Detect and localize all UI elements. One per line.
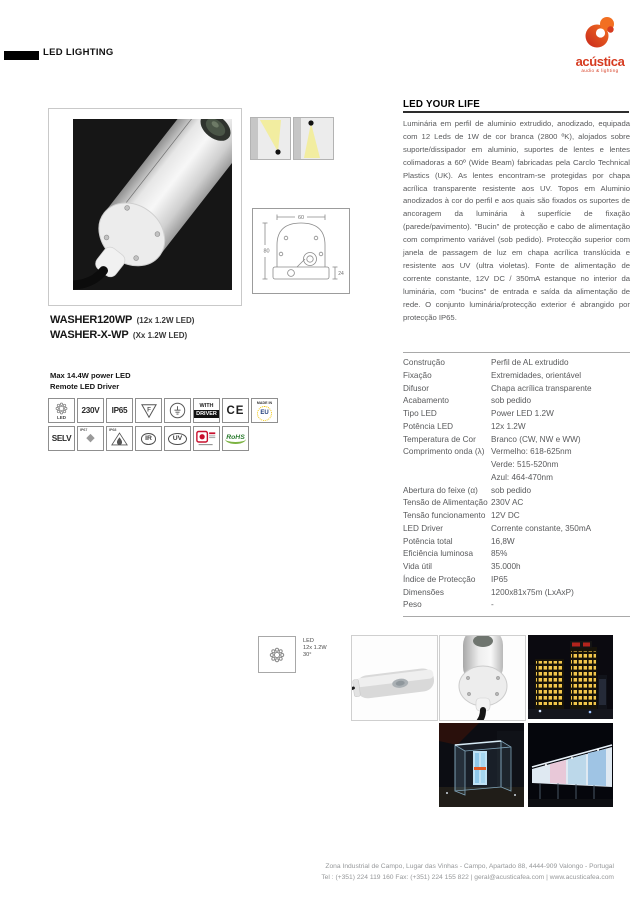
badge-protection-class xyxy=(164,398,191,423)
spec-label: Eficiência luminosa xyxy=(403,549,474,559)
product-name-line xyxy=(50,327,194,342)
ce-mark: CE xyxy=(226,404,245,417)
spec-label: Temperatura de Cor xyxy=(403,434,476,444)
spec-value: Extremidades, orientável xyxy=(491,370,582,380)
spec-value: IP65 xyxy=(491,574,508,584)
brand-name: acústica xyxy=(575,54,625,69)
badge-230v xyxy=(77,398,104,423)
product-led-config: (12x 1.2W LED) xyxy=(136,316,195,325)
footer xyxy=(321,861,614,883)
spec-label: Comprimento onda (λ) xyxy=(403,447,485,457)
spec-label: Acabamento xyxy=(403,396,449,406)
spec-row xyxy=(403,370,630,383)
led-beam-note xyxy=(303,638,327,660)
technical-drawing xyxy=(252,208,350,294)
brand-logo xyxy=(568,14,632,73)
spec-label: Peso xyxy=(403,600,422,610)
badge-with-driver xyxy=(193,398,220,423)
photo-glass-kiosk-night xyxy=(439,723,524,807)
spec-row xyxy=(403,421,630,434)
badge-label: LED xyxy=(57,414,66,420)
spec-value: Vermelho: 618-625nm xyxy=(491,447,572,457)
drawing-height-dim: 80 xyxy=(263,248,270,255)
badge-impact xyxy=(77,426,104,451)
spec-label xyxy=(403,459,491,472)
footer-contacts: Tel : (+351) 224 119 160 Fax: (+351) 224 155 822 | geral@acusticafea.com | www.acusticafea.com xyxy=(321,874,614,881)
product-model: WASHER120WP xyxy=(50,314,133,326)
spec-value: Azul: 464-470nm xyxy=(491,472,553,482)
spec-table-top-rule xyxy=(403,352,630,353)
badge-ip65 xyxy=(106,398,133,423)
rohs-mark: RoHS xyxy=(225,434,246,444)
power-note: Remote LED Driver xyxy=(50,381,120,391)
led-flower-icon xyxy=(55,402,68,415)
f-mark-icon xyxy=(140,403,158,419)
spec-label: Difusor xyxy=(403,383,429,393)
spec-label: Abertura do feixe (α) xyxy=(403,485,478,495)
spec-value: Chapa acrílica transparente xyxy=(491,383,592,393)
spec-row xyxy=(403,523,630,536)
spec-rows xyxy=(403,357,630,612)
resistance-label: IR xyxy=(141,433,157,445)
badge-made-in-eu xyxy=(251,398,278,423)
ip-rating-label: IP68 xyxy=(109,428,117,432)
product-names xyxy=(50,312,194,342)
spec-row xyxy=(403,434,630,447)
water-protection-icon xyxy=(111,432,128,446)
spec-value: 85% xyxy=(491,549,508,559)
ip-rating-label: IP67 xyxy=(80,428,88,432)
spec-value: 230V AC xyxy=(491,498,524,508)
spec-row xyxy=(403,497,630,510)
spec-value: Branco (CW, NW e WW) xyxy=(491,434,581,444)
section-marker-bar xyxy=(4,51,39,60)
led-beam-note-box xyxy=(258,636,296,673)
spec-label: Dimensões xyxy=(403,587,444,597)
spec-value: sob pedido xyxy=(491,485,532,495)
spec-row xyxy=(403,548,630,561)
beam-diagram-uplight xyxy=(250,117,291,160)
spec-value: Power LED 1.2W xyxy=(491,409,554,418)
spec-label: Potência LED xyxy=(403,421,454,431)
badge-selv xyxy=(48,426,75,451)
protection-class-icon xyxy=(169,402,186,419)
product-photo xyxy=(48,108,242,306)
beam-diagram-downlight xyxy=(293,117,334,160)
badge-with-text: WITH xyxy=(199,403,214,409)
spec-row xyxy=(403,587,630,600)
spec-row xyxy=(403,574,630,587)
spec-label: Tensão funcionamento xyxy=(403,511,486,520)
product-model: WASHER-X-WP xyxy=(50,329,129,341)
title-rule xyxy=(403,111,629,113)
section-title: LED LIGHTING xyxy=(43,47,114,58)
spec-label: Tipo LED xyxy=(403,409,437,418)
brand-tagline: audio & lighting xyxy=(581,68,619,73)
badge-ir xyxy=(135,426,162,451)
spec-row xyxy=(403,357,630,370)
badge-led xyxy=(48,398,75,423)
drawing-base-dim: 24 xyxy=(338,271,344,277)
spec-value: Perfil de AL extrudido xyxy=(491,358,569,367)
made-in-label: MADE IN xyxy=(256,400,273,405)
impact-diamond-icon: ◆ xyxy=(86,432,95,444)
badge-ce xyxy=(222,398,249,423)
spec-value: sob pedido xyxy=(491,396,532,406)
spec-label: Construção xyxy=(403,358,445,367)
spec-label: Tensão de Alimentação xyxy=(403,498,488,508)
photo-product-side xyxy=(351,635,438,721)
badge-label: 230V xyxy=(81,406,100,415)
spec-label: Índice de Protecção xyxy=(403,574,476,584)
photo-product-end xyxy=(439,635,526,721)
page-title: LED YOUR LIFE xyxy=(403,99,480,110)
badge-label: SELV xyxy=(51,434,72,443)
eu-stars-icon: EU xyxy=(257,406,272,421)
resistance-label: UV xyxy=(168,433,186,445)
badge-driver-text: DRIVER xyxy=(196,411,217,417)
spec-label: LED Driver xyxy=(403,523,444,533)
footer-address: Zona Industrial de Campo, Lugar das Vinhas - Campo, Apartado 88, 4444-909 Valongo - Portugal xyxy=(325,863,614,870)
spec-row xyxy=(403,408,630,421)
spec-row xyxy=(403,510,630,523)
spec-value: - xyxy=(491,600,494,610)
product-name-line xyxy=(50,312,194,327)
badge-quality-cert xyxy=(193,426,220,451)
spec-value: 12x 1.2W xyxy=(491,421,526,431)
certification-badges xyxy=(48,398,308,454)
spec-row xyxy=(403,599,630,612)
badge-label: IP65 xyxy=(111,406,128,415)
badge-row-2 xyxy=(48,426,308,451)
spec-label: Vida útil xyxy=(403,562,432,571)
product-led-config: (Xx 1.2W LED) xyxy=(132,331,188,340)
product-description: Luminária em perfil de aluminio extrudido, anodizado, equipada com 12 Leds de 1W de cor branca (2800 ºK), alojados sobre suporte/dissipador em aluminio, suportes de lentes e lentes colimadoras a 60º (Wide Beam) fabricadas pela Carclo Technical Plastics (UK). As lentes encontram-se protegidas por chapa acrílica transparente resistente aos UV. Topos em Aluminio anodizados à cor do perfil e aos quais são fixados os suportes de ancoragem da luminária à superfície de fixação (parede/pavimento). "Bucin" de protecção e cabo de alimentação com comprimento variável (sob pedido). Protecção superior com janela de passagem de luz em chapa acrílica translúcida e resistente aos UV (ultra violetas). Fonte de alimentação de corrente constante, 12V DC / 350mA estanque no interior da luminária, com "bucins" de entrada e saída da alimentação de rede. O conjunto luminária/protecção exterior é abrangido por protecção IP65. xyxy=(403,119,630,322)
brand-logo-icon xyxy=(582,14,618,50)
spec-label: Fixação xyxy=(403,370,432,380)
spec-row xyxy=(403,459,630,472)
spec-row xyxy=(403,383,630,396)
badge-water xyxy=(106,426,133,451)
badge-uv xyxy=(164,426,191,451)
quality-cert-icon xyxy=(196,430,217,447)
spec-row xyxy=(403,561,630,574)
spec-value: 12V DC xyxy=(491,511,520,520)
spec-value: 16,8W xyxy=(491,536,515,546)
spec-row xyxy=(403,536,630,549)
power-notes xyxy=(50,371,131,392)
spec-label: Potência total xyxy=(403,536,453,546)
spec-row xyxy=(403,395,630,408)
spec-row xyxy=(403,485,630,498)
spec-table xyxy=(403,352,630,617)
spec-value: Corrente constante, 350mA xyxy=(491,523,592,533)
product-photo-image xyxy=(73,119,232,290)
beam-note-line1: LED xyxy=(303,638,314,644)
photo-billboard-night xyxy=(528,723,613,807)
photo-building-night xyxy=(528,635,613,719)
drawing-width-dim: 60 xyxy=(297,214,305,221)
badge-f-mark xyxy=(135,398,162,423)
beam-note-line2: 12x 1.2W xyxy=(303,645,327,652)
badge-rohs xyxy=(222,426,249,451)
led-flower-icon xyxy=(269,647,285,663)
svg-text:F: F xyxy=(146,405,151,413)
power-note: Max 14.4W power LED xyxy=(50,371,131,380)
spec-label xyxy=(403,472,491,485)
spec-row xyxy=(403,472,630,485)
beam-note-line3: 30° xyxy=(303,652,312,659)
spec-value: Verde: 515-520nm xyxy=(491,460,559,469)
spec-table-bottom-rule xyxy=(403,616,630,617)
spec-row xyxy=(403,446,630,459)
badge-row-1 xyxy=(48,398,308,423)
spec-value: 1200x81x75m (LxAxP) xyxy=(491,587,574,597)
spec-value: 35.000h xyxy=(491,562,521,571)
